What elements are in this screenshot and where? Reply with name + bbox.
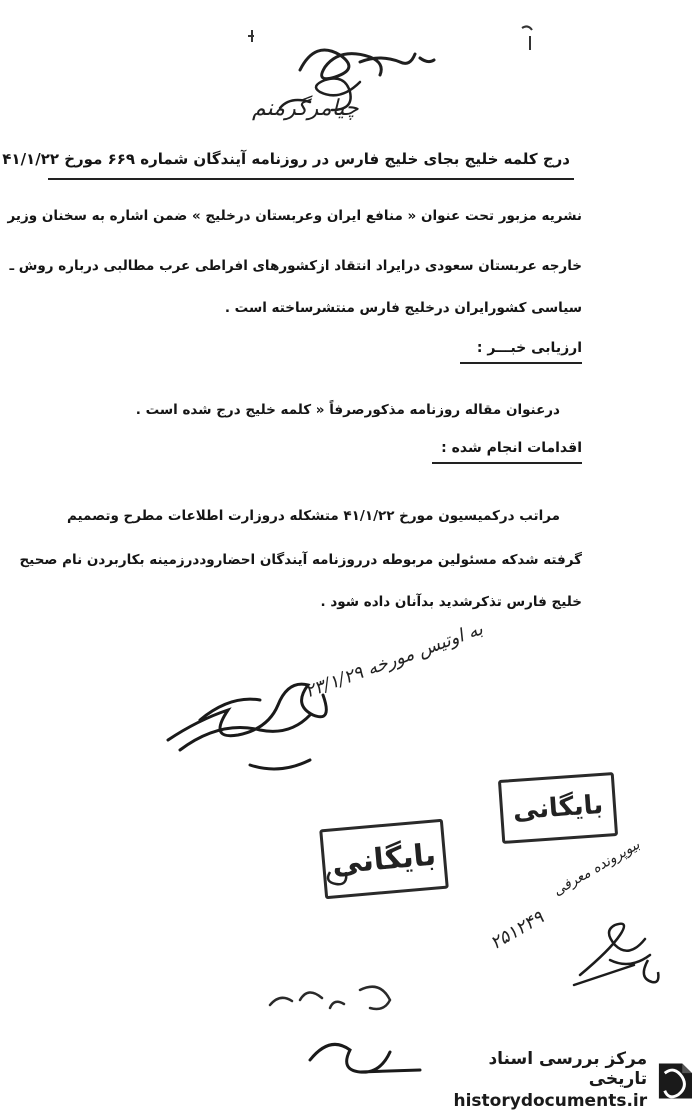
archive-stamp-2: بایگانی bbox=[498, 772, 618, 844]
handwritten-file-number: ۲۵۱۲۴۹ bbox=[486, 906, 548, 955]
body-line-2: خارجه عربستان سعودی درایراد انتقاد ازکشورهای افراطی عرب مطالبی درباره روش ـ bbox=[9, 258, 582, 274]
subject-underline bbox=[48, 178, 574, 180]
heading-assessment: ارزیابی خبـــر : bbox=[476, 340, 582, 356]
handwritten-file-note: بیوپرونده معرفی bbox=[550, 836, 643, 900]
assessment-text: درعنوان مقاله روزنامه مذکورصرفاً « کلمه خلیج درج شده است . bbox=[135, 402, 560, 418]
body-line-1: نشریه مزبور تحت عنوان « منافع ایران وعربستان درخلیج » ضمن اشاره به سخنان وزیر bbox=[7, 208, 582, 224]
heading-actions-underline bbox=[432, 462, 582, 464]
corner-marks bbox=[248, 26, 532, 50]
actions-line-3: خلیج فارس تذکرشدید بدآنان داده شود . bbox=[320, 594, 582, 610]
archive-stamp-1: بایگانی bbox=[319, 819, 449, 900]
right-scribble bbox=[574, 924, 650, 985]
handwritten-note-top-2: چیامرگرمنم bbox=[252, 96, 359, 121]
actions-line-2: گرفته شدکه مسئولین مربوطه درروزنامه آیندگان احضاروددرزمینه بکاربردن نام صحیح bbox=[19, 552, 582, 568]
watermark-name: مرکز بررسی اسناد تاریخی bbox=[488, 1049, 648, 1089]
mid-signature bbox=[168, 684, 326, 769]
actions-line-1: مراتب درکمیسیون مورخ ۴۱/۱/۲۲ متشکله دروزارت اطلاعات مطرح وتصمیم bbox=[66, 508, 560, 524]
right-scribble-2 bbox=[644, 960, 659, 982]
watermark-logo bbox=[430, 1048, 696, 1112]
heading-assessment-underline bbox=[460, 362, 582, 364]
handwritten-date-note: به اوتیس مورخه ۲۳/۱/۲۹ bbox=[302, 618, 486, 703]
subject-line: درج کلمه خلیج بجای خلیج فارس در روزنامه آیندگان شماره ۶۶۹ مورخ ۴۱/۱/۲۲ bbox=[2, 150, 570, 168]
body-line-3: سیاسی کشورایران درخلیج فارس منتشرساخته است . bbox=[224, 300, 582, 316]
document-logo-icon bbox=[655, 1057, 696, 1103]
heading-actions: اقدامات انجام شده : bbox=[441, 440, 582, 456]
watermark-url: historydocuments.ir bbox=[453, 1091, 648, 1111]
